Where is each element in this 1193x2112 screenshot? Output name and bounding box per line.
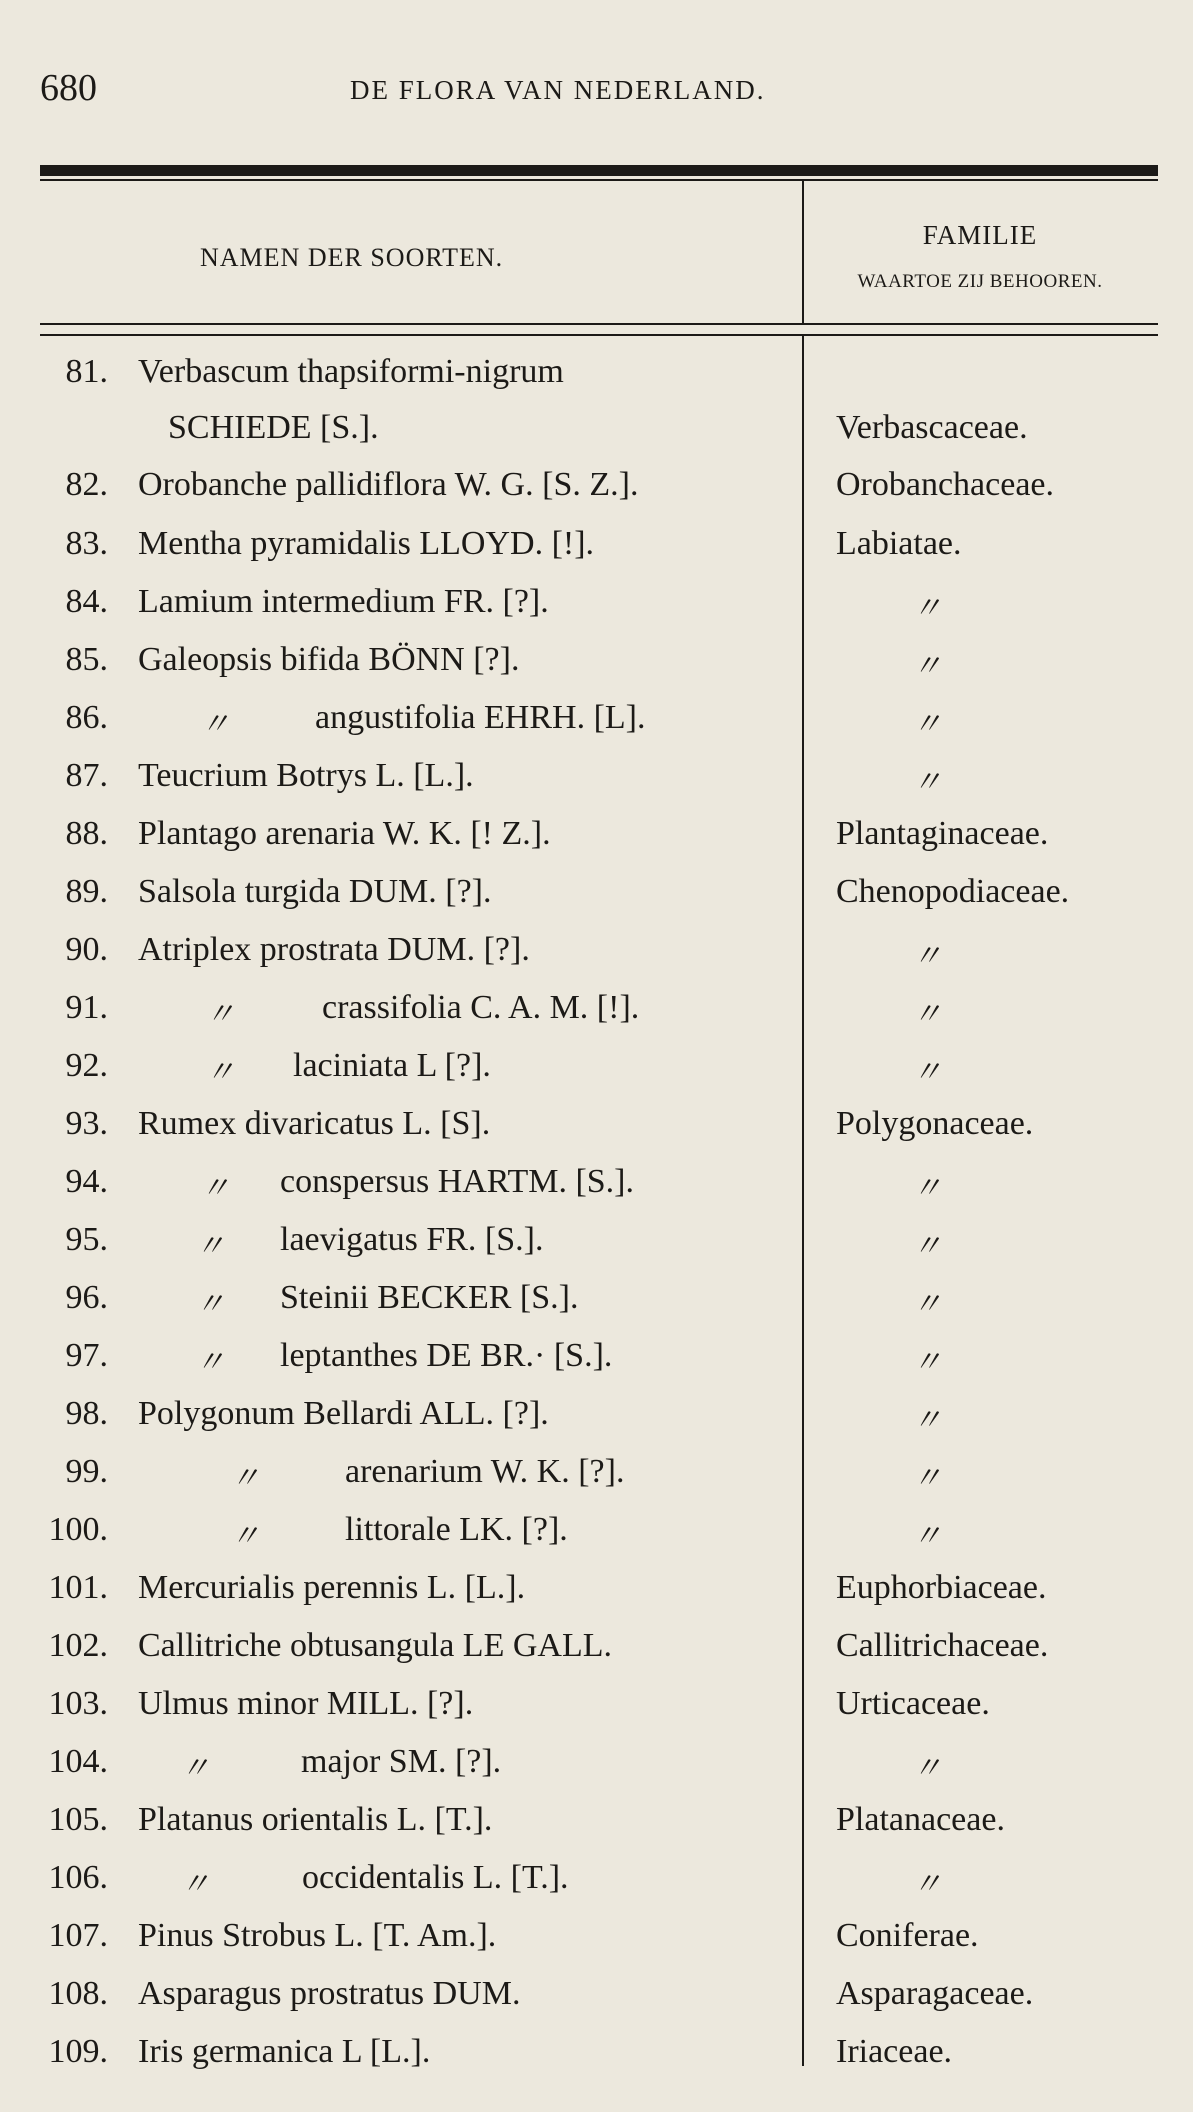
table-row	[0, 1163, 1193, 1219]
top-rule-thick	[40, 165, 1158, 176]
table-row	[0, 1511, 1193, 1567]
family-name: Coniferae.	[836, 1917, 979, 1954]
ditto-mark: 〃	[205, 1056, 235, 1089]
species-name: crassifolia C. A. M. [!].	[322, 989, 640, 1026]
header-column-divider	[802, 181, 804, 323]
family-name: 〃	[912, 1056, 942, 1089]
table-row	[0, 1859, 1193, 1915]
table-row	[0, 873, 1193, 929]
family-name: 〃	[912, 650, 942, 683]
row-number: 107.	[48, 1917, 108, 1954]
family-name: Callitrichaceae.	[836, 1627, 1049, 1664]
table-row	[0, 757, 1193, 813]
species-name: Rumex divaricatus L. [S].	[138, 1105, 491, 1142]
family-name: 〃	[912, 1404, 942, 1437]
family-name: 〃	[912, 708, 942, 741]
table-row	[0, 989, 1193, 1045]
family-name: Polygonaceae.	[836, 1105, 1034, 1142]
species-name: Callitriche obtusangula LE GALL.	[138, 1627, 612, 1664]
species-name: SCHIEDE [S.].	[168, 409, 379, 446]
species-name: occidentalis L. [T.].	[302, 1859, 569, 1896]
family-name: Orobanchaceae.	[836, 466, 1055, 503]
species-name: Galeopsis bifida BÖNN [?].	[138, 641, 520, 678]
species-name: angustifolia EHRH. [L].	[315, 699, 646, 736]
species-name: laevigatus FR. [S.].	[280, 1221, 544, 1258]
species-name: laciniata L [?].	[293, 1047, 491, 1084]
ditto-mark: 〃	[230, 1520, 260, 1553]
row-number: 86.	[65, 699, 108, 736]
family-name: 〃	[912, 766, 942, 799]
species-name: Mercurialis perennis L. [L.].	[138, 1569, 526, 1606]
table-row	[0, 409, 1193, 465]
row-number: 99.	[65, 1453, 108, 1490]
row-number: 96.	[65, 1279, 108, 1316]
species-name: Orobanche pallidiflora W. G. [S. Z.].	[138, 466, 639, 503]
species-name: Mentha pyramidalis LLOYD. [!].	[138, 525, 595, 562]
header-rule-2	[40, 334, 1158, 336]
family-name: Plantaginaceae.	[836, 815, 1049, 852]
row-number: 81.	[65, 353, 108, 390]
species-name: Atriplex prostrata DUM. [?].	[138, 931, 530, 968]
page-number: 680	[40, 67, 97, 109]
row-number: 83.	[65, 525, 108, 562]
row-number: 84.	[65, 583, 108, 620]
row-number: 102.	[48, 1627, 108, 1664]
family-name: Chenopodiaceae.	[836, 873, 1070, 910]
column-header-family-sub: WAARTOE ZIJ BEHOOREN.	[857, 271, 1103, 292]
ditto-mark: 〃	[230, 1462, 260, 1495]
ditto-mark: 〃	[195, 1346, 225, 1379]
ditto-mark: 〃	[205, 998, 235, 1031]
table-row	[0, 583, 1193, 639]
family-name: Asparagaceae.	[836, 1975, 1034, 2012]
family-name: 〃	[912, 1868, 942, 1901]
row-number: 85.	[65, 641, 108, 678]
ditto-mark: 〃	[180, 1868, 210, 1901]
species-name: Platanus orientalis L. [T.].	[138, 1801, 493, 1838]
row-number: 82.	[65, 466, 108, 503]
family-name: 〃	[912, 1172, 942, 1205]
table-row	[0, 2033, 1193, 2089]
family-name: Euphorbiaceae.	[836, 1569, 1047, 1606]
table-row	[0, 815, 1193, 871]
row-number: 97.	[65, 1337, 108, 1374]
species-name: Teucrium Botrys L. [L.].	[138, 757, 474, 794]
table-row	[0, 699, 1193, 755]
row-number: 98.	[65, 1395, 108, 1432]
species-name: arenarium W. K. [?].	[345, 1453, 625, 1490]
ditto-mark: 〃	[200, 708, 230, 741]
table-row	[0, 1221, 1193, 1277]
species-name: littorale LK. [?].	[345, 1511, 568, 1548]
family-name: 〃	[912, 1520, 942, 1553]
species-name: Salsola turgida DUM. [?].	[138, 873, 492, 910]
table-row	[0, 1395, 1193, 1451]
row-number: 92.	[65, 1047, 108, 1084]
family-name: 〃	[912, 1346, 942, 1379]
species-name: Pinus Strobus L. [T. Am.].	[138, 1917, 497, 1954]
family-name: 〃	[912, 998, 942, 1031]
species-name: Lamium intermedium FR. [?].	[138, 583, 549, 620]
table-row	[0, 1105, 1193, 1161]
family-name: 〃	[912, 1752, 942, 1785]
table-row	[0, 1569, 1193, 1625]
family-name: 〃	[912, 1462, 942, 1495]
ditto-mark: 〃	[180, 1752, 210, 1785]
row-number: 93.	[65, 1105, 108, 1142]
family-name: 〃	[912, 940, 942, 973]
family-name: 〃	[912, 1230, 942, 1263]
table-row	[0, 1801, 1193, 1857]
row-number: 100.	[48, 1511, 108, 1548]
ditto-mark: 〃	[200, 1172, 230, 1205]
family-name: Urticaceae.	[836, 1685, 990, 1722]
row-number: 90.	[65, 931, 108, 968]
species-name: major SM. [?].	[301, 1743, 502, 1780]
row-number: 91.	[65, 989, 108, 1026]
table-row	[0, 466, 1193, 522]
species-name: conspersus HARTM. [S.].	[280, 1163, 634, 1200]
table-row	[0, 1337, 1193, 1393]
row-number: 104.	[48, 1743, 108, 1780]
family-name: Iriaceae.	[836, 2033, 953, 2070]
table-row	[0, 641, 1193, 697]
row-number: 101.	[48, 1569, 108, 1606]
family-name: 〃	[912, 592, 942, 625]
table-row	[0, 1047, 1193, 1103]
table-row	[0, 525, 1193, 581]
ditto-mark: 〃	[195, 1230, 225, 1263]
row-number: 105.	[48, 1801, 108, 1838]
row-number: 87.	[65, 757, 108, 794]
table-row	[0, 1975, 1193, 2031]
ditto-mark: 〃	[195, 1288, 225, 1321]
row-number: 109.	[48, 2033, 108, 2070]
row-number: 106.	[48, 1859, 108, 1896]
family-name: Verbascaceae.	[836, 409, 1028, 446]
row-number: 88.	[65, 815, 108, 852]
species-name: Ulmus minor MILL. [?].	[138, 1685, 474, 1722]
family-name: 〃	[912, 1288, 942, 1321]
table-row	[0, 353, 1193, 409]
row-number: 103.	[48, 1685, 108, 1722]
table-row	[0, 1453, 1193, 1509]
column-header-names: NAMEN DER SOORTEN.	[200, 243, 504, 272]
species-name: Verbascum thapsiformi-nigrum	[138, 353, 564, 390]
species-name: Plantago arenaria W. K. [! Z.].	[138, 815, 551, 852]
family-name: Platanaceae.	[836, 1801, 1005, 1838]
species-name: Iris germanica L [L.].	[138, 2033, 431, 2070]
table-row	[0, 1627, 1193, 1683]
column-header-family: FAMILIE	[922, 220, 1038, 250]
table-row	[0, 1685, 1193, 1741]
top-rule-thin	[40, 179, 1158, 181]
row-number: 89.	[65, 873, 108, 910]
table-row	[0, 1279, 1193, 1335]
row-number: 95.	[65, 1221, 108, 1258]
family-name: Labiatae.	[836, 525, 962, 562]
table-row	[0, 1743, 1193, 1799]
header-rule-1	[40, 323, 1158, 325]
species-name: leptanthes DE BR.· [S.].	[280, 1337, 613, 1374]
table-row	[0, 931, 1193, 987]
table-row	[0, 1917, 1193, 1973]
row-number: 108.	[48, 1975, 108, 2012]
species-name: Asparagus prostratus DUM.	[138, 1975, 521, 2012]
species-name: Steinii BECKER [S.].	[280, 1279, 579, 1316]
running-title: DE FLORA VAN NEDERLAND.	[350, 75, 766, 105]
row-number: 94.	[65, 1163, 108, 1200]
species-name: Polygonum Bellardi ALL. [?].	[138, 1395, 549, 1432]
